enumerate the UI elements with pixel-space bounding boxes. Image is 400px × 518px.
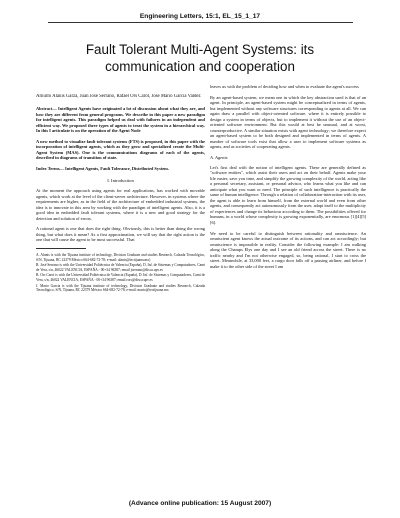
footnote-garcia: J. Mario Garcia is with the Tijuana institute of technology, Division Graduate and studies Research, Calzada Tecnológico, S/N, Tijuana, BC 22379 México 664-682-72-78; e-mail: mario@tectijuana.mx	[36, 283, 205, 293]
header-rule	[48, 22, 353, 23]
journal-header: Engineering Letters, 15:1, EL_15_1_17	[139, 13, 261, 20]
left-column	[36, 106, 205, 294]
right-column	[210, 84, 366, 274]
abstract: Abstract— Intelligent Agents have originated a lot of discussion about what they are, and how they are different from general programs. We describe in this paper a new paradigm for intelligent agents. This paradigm helped us deal with failures in an independent and efficient way. We proposed three types of agents to treat the system in a hierarchical way. In this I articulate is on the operation of the Agent Node	[36, 106, 205, 134]
section-heading-introduction: I. Introduction	[107, 178, 134, 184]
footnotes	[36, 253, 205, 293]
right-paragraph-agent-based: By an agent-based system, we mean one in which the key abstraction used is that of an agent. In principle, an agent-based system might be conceptualized in terms of agents, but implemented without any software structures corresponding to agents at all. We can again draw a parallel with object-oriented software, where it is entirely possible to design a system in terms of objects, but to implement it without the use of an object-oriented software environment. But this would at best be unusual, and at worst, counterproductive. A similar situation exists with agent technology; we therefore expect an agent-based system to be both designed and implemented in terms of agents. A number of software tools exist that allow a user to implement software systems as agents, and as societies of cooperating agents.	[210, 94, 366, 150]
right-paragraph-rationality: We need to be careful to distinguish between rationality and omniscience. An omniscient agent knows the actual outcome of its actions, and can act accordingly; but omniscience is impossible in reality. Consider the following example: I am walking along the Champs Elys one day and I see an old friend across the street. There is no traffic nearby and I'm not otherwise engaged, so, being rational, I start to cross the street. Meanwhile, at 33,000 feet, a cargo door falls off a passing airliner, and before I make it to the other side of the street I am	[210, 230, 366, 269]
intro-paragraph-2: A rational agent is one that does the right thing. Obviously, this is better than doing the wrong thing, but what does it mean? As a first approximation, we will say that the right action is the one that will cause the agent to be most successful. That	[36, 226, 205, 243]
footnote-rule	[36, 248, 86, 249]
abstract-method: A new method to visualize fault tolerant systems (FTS) is proposed, in this paper with the incorporation of intelligent agents, which as they grow and specialized create the Multi-Agent System (MAS). One is the communications diagrams of each of the agents, described in diagrams of transition of state.	[36, 138, 205, 161]
footnote-serrano: B. José Serrano is with the Universidad Politécnica de Valencia (España), D. Inf. de Sistemas y Computadores, Cami de Vera, s/n, 46022 VALENCIA, ESPAÑA.- 00+34 96387; email jserrano@disca.upv.es	[36, 263, 205, 272]
intro-paragraph-1: At the moment the approach using agents for real applications, has worked with movable agents, which work at the level of the client-server architecture. However, in systems where the requirements are higher, as in the field of the architecture of embedded industrial systems, the idea is to innovate in this area by working with the paradigm of intelligent agents. Also, it is a good idea in embedded fault tolerant systems, where it is a new and good strategy for the detection and solution of errors.	[36, 188, 205, 221]
subsection-heading-agents: A. Agents	[210, 155, 228, 161]
index-terms: Index Terms— Intelligent Agents, Fault Tolerance, Distributed System.	[36, 165, 169, 171]
footnote-alanis: A. Alanis is with the Tijuana institute of technology, Division Graduate and studies Research, Calzada Tecnológico, S/N, Tijuana, BC 22379 México 664-682-72-78; e-mail: alanis@tectijuana.mx)	[36, 252, 205, 262]
publication-date: (Advance online publication: 15 August 2007)	[128, 500, 272, 507]
author-list: Arnulfo Alanis Garza, Juan José Serrano, Rafael Ors Carot, José Mario García Valdez	[36, 94, 201, 99]
paper-title: Fault Tolerant Multi-Agent Systems: its communication and cooperation	[85, 42, 315, 74]
right-paragraph-agents: Let's first deal with the notion of intelligent agents. These are generally defined as "software entities", which assist their users and act on their behalf. Agents make your life easier, save you time, and simplify the growing complexity of the world, acting like a personal secretary, assistant, or personal advisor, who learns what you like and can anticipate what you want or need. The principle of such intelligence is practically the same of human intelligence. Through a relation of collaboration-interaction with its user, the agent is able to learn from himself, from the external world and even from other agents, and consequently act autonomously from the user, adapt itself to the multiplicity of experiences and change its behaviour according to them. The possibilities offered for humans, in a world whose complexity is growing exponentially, are enormous [1][4][5][6].	[210, 164, 366, 226]
right-paragraph-1: leaves us with the problem of deciding how and when to evaluate the agent's success	[210, 84, 359, 89]
footnote-ors: B. Ors Carot is with the Universidad Politécnica de Valencia (España), D. Inf. de Sistemas y Computadores, Cami de Vera, s/n, 46022 VALENCIA, ESPAÑA.- 00+34 96387; email rors@disca.upv.es	[36, 273, 205, 282]
